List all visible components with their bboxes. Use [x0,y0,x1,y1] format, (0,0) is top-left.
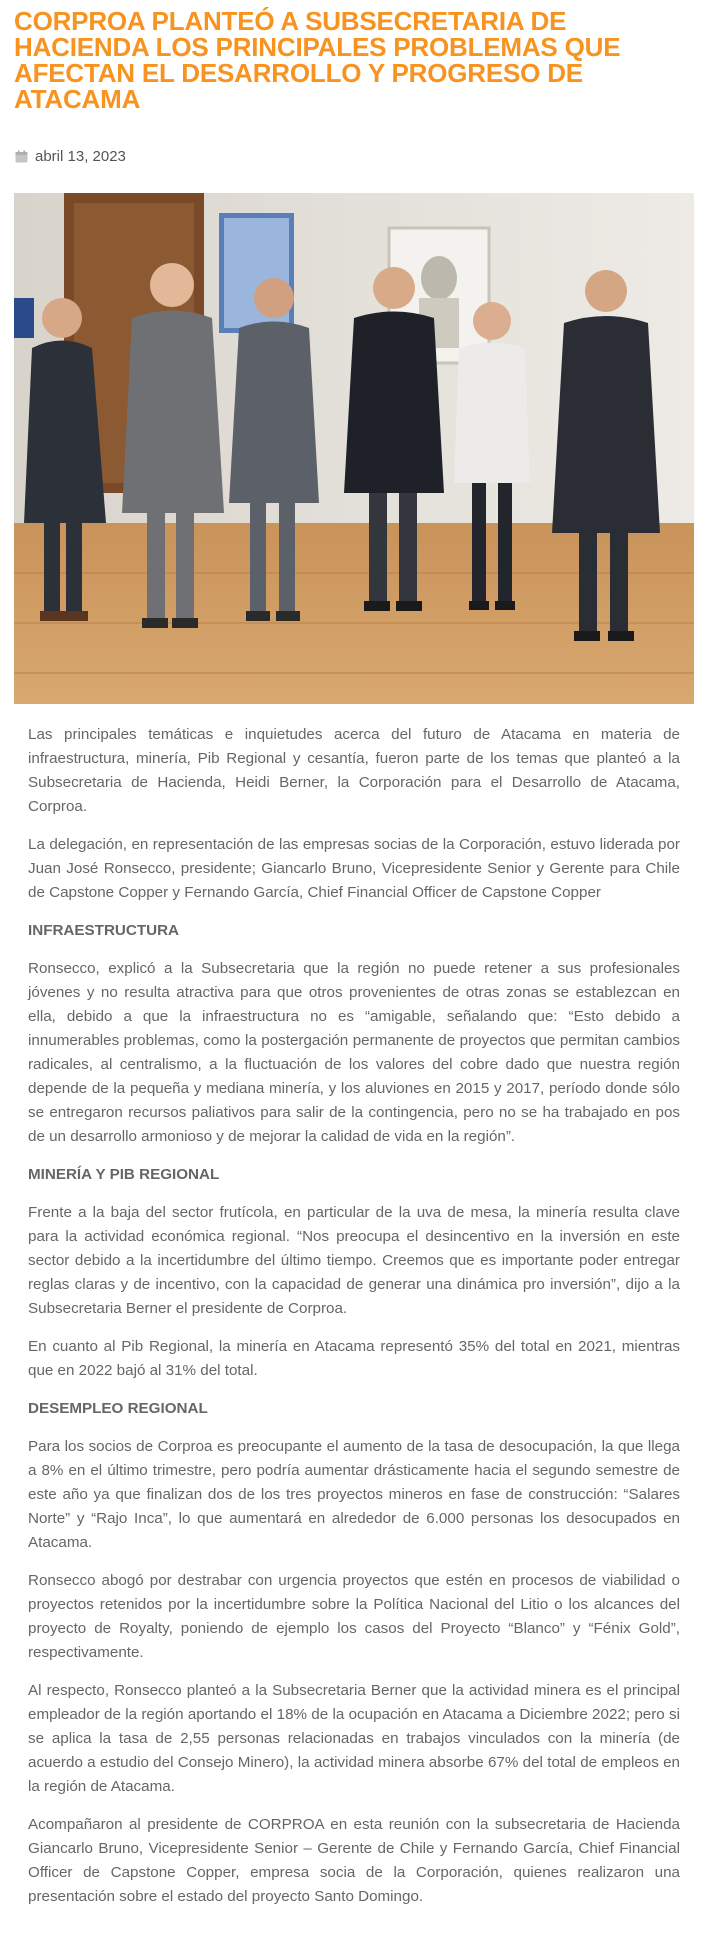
post-meta [15,148,126,165]
paragraph: Ronsecco abogó por destrabar con urgencia proyectos que estén en procesos de viabilidad o proyectos retenidos por la incertidumbre sobre la Política Nacional del Litio o los alcances del proyecto de Royalty, poniendo de ejemplo los casos del Proyecto “Blanco” y “Fénix Gold”, respectivamente. [28,1572,680,1661]
article-title: CORPROA PLANTEÓ A SUBSECRETARIA DE HACIENDA LOS PRINCIPALES PROBLEMAS QUE AFECTAN EL DESARROLLO Y PROGRESO DE ATACAMA [14,6,621,114]
post-date: abril 13, 2023 [35,148,126,165]
article-body [28,723,680,1923]
paragraph: Ronsecco, explicó a la Subsecretaria que la región no puede retener a sus profesionales jóvenes y no resulta atractiva para que otros provenientes de otras zonas se establezcan en ella, debido a que la infraestructura no es “amigable, señalando que: “Esto debido a innumerables problemas, como la postergación permanente de proyectos que permitan cambios radicales, al centralismo, a la fluctuación de los valores del cobre dado que nuestra región depende de la pequeña y mediana minería, y los aluviones en 2015 y 2017, período donde sólo se entregaron recursos paliativos para salir de la contingencia, pero no se ha trabajado en pos de un desarrollo armonioso y de mejorar la calidad de vida en la región”. [28,960,680,1145]
section-heading: MINERÍA Y PIB REGIONAL [28,1166,220,1183]
calendar-icon [15,150,28,163]
paragraph: La delegación, en representación de las empresas socias de la Corporación, estuvo liderada por Juan José Ronsecco, presidente; Giancarlo Bruno, Vicepresidente Senior y Gerente para Chile de Capstone Copper y Fernando García, Chief Financial Officer de Capstone Copper [28,836,680,901]
featured-image [14,193,694,704]
paragraph: Acompañaron al presidente de CORPROA en esta reunión con la subsecretaria de Hacienda Giancarlo Bruno, Vicepresidente Senior – Gerente de Chile y Fernando García, Chief Financial Officer de Capstone Copper, empresa socia de la Corporación, quienes realizaron una presentación sobre el estado del proyecto Santo Domingo. [28,1816,680,1905]
paragraph: Para los socios de Corproa es preocupante el aumento de la tasa de desocupación, la que llega a 8% en el último trimestre, pero podría aumentar drásticamente hacia el segundo semestre de este año ya que finalizan dos de los tres proyectos mineros en fase de construcción: “Salares Norte” y “Rajo Inca”, lo que aumentará en alrededor de 6.000 personas los desocupados en Atacama. [28,1438,680,1551]
group-photo [14,193,694,704]
paragraph: Frente a la baja del sector frutícola, en particular de la uva de mesa, la minería resulta clave para la actividad económica regional. “Nos preocupa el desincentivo en la inversión en este sector debido a la incertidumbre del último tiempo. Creemos que es importante poder entregar reglas claras y de incentivo, con la capacidad de generar una dinámica pro inversión”, dijo a la Subsecretaria Berner el presidente de Corproa. [28,1204,680,1317]
paragraph: En cuanto al Pib Regional, la minería en Atacama representó 35% del total en 2021, mientras que en 2022 bajó al 31% del total. [28,1338,680,1379]
section-heading: INFRAESTRUCTURA [28,922,180,939]
paragraph: Al respecto, Ronsecco planteó a la Subsecretaria Berner que la actividad minera es el principal empleador de la región aportando el 18% de la ocupación en Atacama a Diciembre 2022; pero si se aplica la tasa de 2,55 personas relacionadas en trabajos vinculados con la minería (de acuerdo a estudio del Consejo Minero), la actividad minera absorbe 67% del total de empleos en la región de Atacama. [28,1682,680,1795]
section-heading: DESEMPLEO REGIONAL [28,1400,208,1417]
paragraph: Las principales temáticas e inquietudes acerca del futuro de Atacama en materia de infraestructura, minería, Pib Regional y cesantía, fueron parte de los temas que planteó a la Subsecretaria de Hacienda, Heidi Berner, la Corporación para el Desarrollo de Atacama, Corproa. [28,726,680,815]
